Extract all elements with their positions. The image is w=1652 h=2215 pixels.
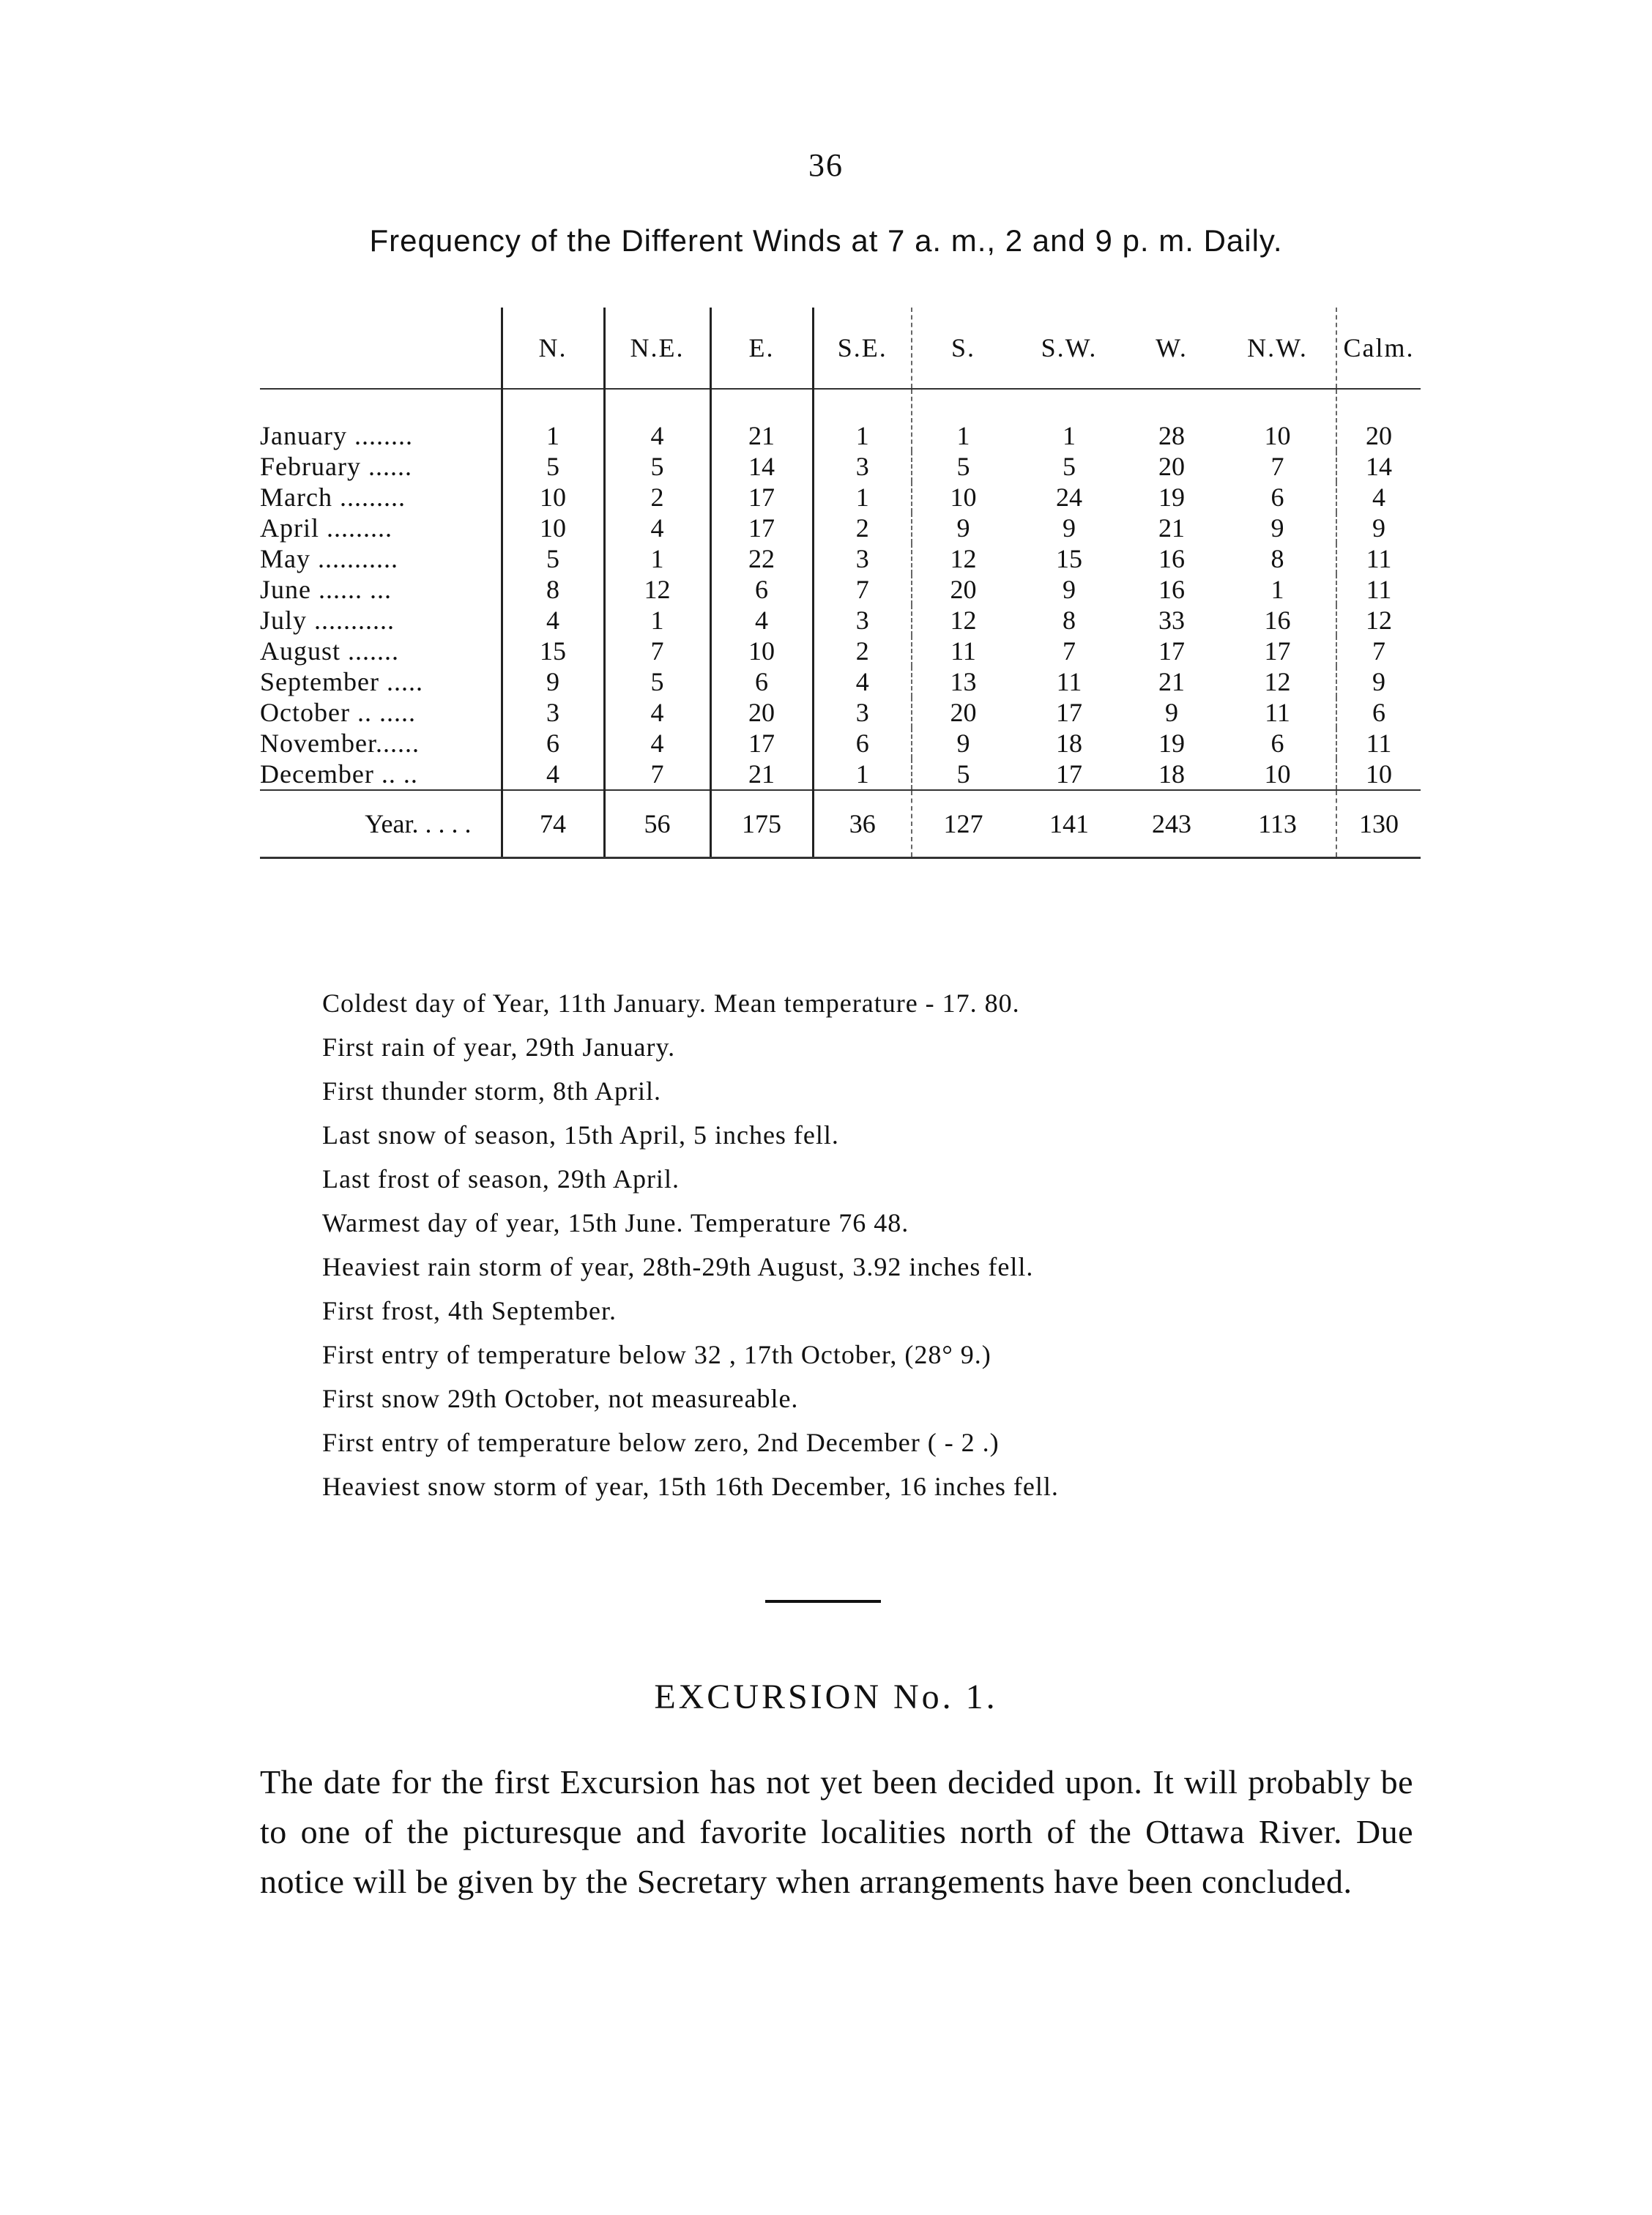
table-cell: 9 — [1063, 575, 1076, 604]
table-cell: 11 — [1056, 667, 1082, 696]
year-total-cell: 74 — [502, 790, 604, 858]
table-cell: 12 — [950, 606, 977, 635]
column-header: S. — [912, 308, 1014, 389]
year-total-label: Year. . . . . — [260, 790, 502, 858]
column-header: W. — [1124, 308, 1219, 389]
table-cell: 21 — [1158, 667, 1185, 696]
table-cell: 12 — [1366, 606, 1392, 635]
table-row — [260, 697, 1421, 728]
table-cell: 33 — [1158, 606, 1185, 635]
table-cell: 14 — [710, 451, 813, 482]
table-cell: 12 — [604, 574, 710, 605]
table-cell: 7 — [604, 759, 710, 790]
page-number: 36 — [808, 147, 844, 183]
table-cell: 17 — [710, 482, 813, 513]
weather-notes-list — [322, 981, 1347, 1508]
table-cell: 9 — [956, 729, 970, 758]
table-cell: 15 — [502, 636, 604, 666]
table-cell: 3 — [813, 697, 912, 728]
column-header: S.W. — [1014, 308, 1124, 389]
table-cell: 9 — [502, 666, 604, 697]
table-cell: 10 — [1219, 759, 1336, 790]
month-label: May ........... — [260, 543, 502, 574]
column-header: N. — [502, 308, 604, 389]
table-cell: 20 — [710, 697, 813, 728]
month-label: April ......... — [260, 513, 502, 543]
table-row — [260, 666, 1421, 697]
table-cell: 4 — [604, 728, 710, 759]
table-row — [260, 543, 1421, 574]
table-cell: 16 — [1219, 605, 1336, 636]
table-cell: 8 — [1219, 543, 1336, 574]
wind-frequency-table — [260, 308, 1421, 859]
table-cell: 17 — [1158, 636, 1185, 666]
table-cell: 6 — [502, 728, 604, 759]
table-cell: 9 — [1372, 667, 1385, 696]
table-cell: 4 — [1372, 483, 1385, 512]
table-cell: 6 — [813, 728, 912, 759]
table-cell: 21 — [710, 759, 813, 790]
table-cell: 1 — [1063, 421, 1076, 450]
year-total-cell: 56 — [604, 790, 710, 858]
table-cell: 16 — [1158, 544, 1185, 573]
table-cell: 8 — [1063, 606, 1076, 635]
table-cell: 3 — [813, 543, 912, 574]
table-cell: 12 — [950, 544, 977, 573]
excursion-paragraph: The date for the first Excursion has not yet been decided upon. It will probably be to one of the picturesque and favorite localities north of the Ottawa River. Due notice will be given by the Secretary when arrangements have been concluded. — [260, 1763, 1413, 1900]
section-divider — [765, 1600, 881, 1603]
table-row — [260, 482, 1421, 513]
table-cell: 6 — [710, 666, 813, 697]
table-cell: 13 — [950, 667, 977, 696]
table-cell: 11 — [1366, 729, 1392, 758]
weather-note: First frost, 4th September. — [322, 1296, 617, 1325]
table-cell: 20 — [1158, 452, 1185, 481]
table-cell: 10 — [1366, 759, 1392, 789]
table-cell: 17 — [710, 728, 813, 759]
table-cell: 7 — [1063, 636, 1076, 666]
table-cell: 1 — [813, 389, 912, 451]
table-cell: 5 — [604, 451, 710, 482]
table-cell: 5 — [956, 759, 970, 789]
table-cell: 10 — [1219, 389, 1336, 451]
weather-note: Warmest day of year, 15th June. Temperature 76 48. — [322, 1208, 909, 1237]
table-cell: 20 — [1366, 421, 1392, 450]
year-total-cell: 141 — [1014, 790, 1124, 858]
table-cell: 6 — [710, 574, 813, 605]
month-label: January ........ — [260, 389, 502, 451]
table-cell: 17 — [1056, 698, 1082, 727]
column-header: N.E. — [604, 308, 710, 389]
table-cell: 12 — [1219, 666, 1336, 697]
table-cell: 4 — [710, 605, 813, 636]
table-title: Frequency of the Different Winds at 7 a. m., 2 and 9 p. m. Daily. — [369, 223, 1283, 258]
month-label: September ..... — [260, 666, 502, 697]
table-cell: 1 — [813, 759, 912, 790]
month-label: November...... — [260, 728, 502, 759]
table-cell: 16 — [1158, 575, 1185, 604]
year-total-row — [260, 790, 1421, 858]
table-row — [260, 759, 1421, 790]
year-total-cell: 127 — [912, 790, 1014, 858]
month-label: August ....... — [260, 636, 502, 666]
table-cell: 6 — [1219, 482, 1336, 513]
month-label: July ........... — [260, 605, 502, 636]
table-cell: 7 — [1372, 636, 1385, 666]
table-cell: 9 — [1063, 513, 1076, 543]
weather-note: First snow 29th October, not measureable. — [322, 1384, 799, 1413]
table-cell: 24 — [1056, 483, 1082, 512]
table-cell: 14 — [1366, 452, 1392, 481]
table-cell: 17 — [710, 513, 813, 543]
table-cell: 7 — [604, 636, 710, 666]
month-label: March ......... — [260, 482, 502, 513]
table-cell: 17 — [1219, 636, 1336, 666]
table-cell: 2 — [604, 482, 710, 513]
table-cell: 3 — [813, 451, 912, 482]
table-header-row — [260, 308, 1421, 389]
table-cell: 5 — [956, 452, 970, 481]
table-cell: 21 — [710, 389, 813, 451]
table-cell: 9 — [1372, 513, 1385, 543]
column-header: E. — [710, 308, 813, 389]
table-cell: 3 — [502, 697, 604, 728]
table-row — [260, 513, 1421, 543]
table-cell: 20 — [950, 575, 977, 604]
weather-note: First rain of year, 29th January. — [322, 1032, 676, 1062]
table-cell: 2 — [813, 636, 912, 666]
column-header: N.W. — [1219, 308, 1336, 389]
year-total-cell: 130 — [1336, 790, 1421, 858]
table-cell: 9 — [956, 513, 970, 543]
weather-note: Last snow of season, 15th April, 5 inches fell. — [322, 1120, 839, 1150]
table-cell: 6 — [1219, 728, 1336, 759]
table-row — [260, 728, 1421, 759]
table-cell: 17 — [1056, 759, 1082, 789]
table-cell: 10 — [950, 483, 977, 512]
table-cell: 7 — [1219, 451, 1336, 482]
year-total-cell: 175 — [710, 790, 813, 858]
table-cell: 5 — [1063, 452, 1076, 481]
table-cell: 4 — [604, 513, 710, 543]
table-cell: 10 — [502, 482, 604, 513]
month-label: February ...... — [260, 451, 502, 482]
year-total-cell: 243 — [1124, 790, 1219, 858]
table-cell: 4 — [502, 605, 604, 636]
weather-note: Coldest day of Year, 11th January. Mean temperature - 17. 80. — [322, 989, 1020, 1018]
table-cell: 2 — [813, 513, 912, 543]
table-cell: 20 — [950, 698, 977, 727]
year-total-cell: 113 — [1219, 790, 1336, 858]
table-cell: 8 — [502, 574, 604, 605]
table-cell: 11 — [1366, 544, 1392, 573]
table-cell: 1 — [502, 389, 604, 451]
table-cell: 18 — [1158, 759, 1185, 789]
table-cell: 10 — [710, 636, 813, 666]
table-cell: 15 — [1056, 544, 1082, 573]
table-row — [260, 451, 1421, 482]
table-row — [260, 605, 1421, 636]
table-cell: 18 — [1056, 729, 1082, 758]
table-cell: 4 — [502, 759, 604, 790]
table-cell: 4 — [604, 389, 710, 451]
table-cell: 21 — [1158, 513, 1185, 543]
weather-note: Heaviest rain storm of year, 28th-29th August, 3.92 inches fell. — [322, 1252, 1034, 1281]
table-cell: 19 — [1158, 729, 1185, 758]
weather-note: First entry of temperature below zero, 2nd December ( - 2 .) — [322, 1428, 1000, 1457]
weather-note: Heaviest snow storm of year, 15th 16th December, 16 inches fell. — [322, 1472, 1059, 1501]
table-cell: 1 — [956, 421, 970, 450]
month-column-header — [260, 308, 502, 389]
year-total-cell: 36 — [813, 790, 912, 858]
table-row — [260, 574, 1421, 605]
column-header: S.E. — [813, 308, 912, 389]
weather-note: First thunder storm, 8th April. — [322, 1076, 661, 1106]
month-label: June ...... ... — [260, 574, 502, 605]
table-cell: 11 — [1219, 697, 1336, 728]
table-cell: 1 — [1219, 574, 1336, 605]
table-cell: 28 — [1158, 421, 1185, 450]
table-cell: 5 — [502, 451, 604, 482]
table-cell: 4 — [604, 697, 710, 728]
table-cell: 1 — [604, 605, 710, 636]
column-header: Calm. — [1336, 308, 1421, 389]
table-cell: 1 — [604, 543, 710, 574]
excursion-heading: EXCURSION No. 1. — [654, 1678, 998, 1716]
table-cell: 11 — [1366, 575, 1392, 604]
table-cell: 6 — [1372, 698, 1385, 727]
table-cell: 19 — [1158, 483, 1185, 512]
table-cell: 11 — [950, 636, 976, 666]
month-label: October .. ..... — [260, 697, 502, 728]
table-cell: 5 — [502, 543, 604, 574]
weather-note: First entry of temperature below 32 , 17th October, (28° 9.) — [322, 1340, 991, 1369]
weather-note: Last frost of season, 29th April. — [322, 1164, 680, 1194]
table-cell: 22 — [710, 543, 813, 574]
table-cell: 4 — [813, 666, 912, 697]
month-label: December .. .. — [260, 759, 502, 790]
table-body — [260, 389, 1421, 790]
table-cell: 7 — [813, 574, 912, 605]
table-row — [260, 389, 1421, 451]
table-cell: 9 — [1165, 698, 1178, 727]
table-cell: 10 — [502, 513, 604, 543]
table-cell: 1 — [813, 482, 912, 513]
table-cell: 5 — [604, 666, 710, 697]
table-row — [260, 636, 1421, 666]
table-cell: 3 — [813, 605, 912, 636]
table-cell: 9 — [1219, 513, 1336, 543]
